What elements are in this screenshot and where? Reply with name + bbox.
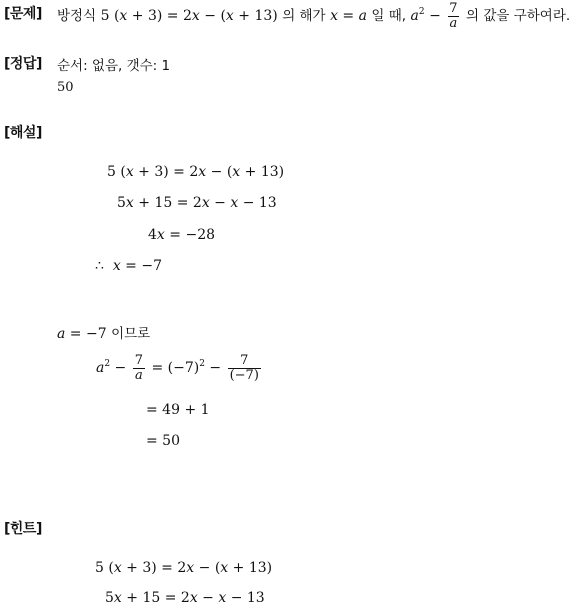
solution-fraction-line: $a^2$ − $\frac{7}{a}$ = $(-7)^2$ − $\frac{7}{(-7)}$	[96, 353, 259, 383]
solution-line-2: 5x + 15 = 2x − x − 13	[117, 195, 277, 211]
problem-text-2: 의 해가	[282, 8, 326, 25]
problem-eq: 5 (x + 3) = 2x − (x + 13)	[100, 8, 278, 25]
problem-text-4: 의 값을 구하여라.	[466, 8, 571, 25]
problem-text-1: 방정식	[57, 8, 97, 25]
solution-line-1: 5 (x + 3) = 2x − (x + 13)	[107, 164, 285, 180]
problem-statement: 방정식 5 (x + 3) = 2x − (x + 13) 의 해가 x = a 일 때, $a^2$ − $\frac{7}{a}$ 의 값을 구하여라.	[57, 1, 571, 31]
solution-line-49: = 49 + 1	[146, 402, 210, 418]
problem-text-3: 일 때,	[371, 8, 407, 25]
hint-line-2: 5x + 15 = 2x − x − 13	[105, 590, 265, 606]
therefore-symbol: ∴	[95, 258, 104, 274]
solution-line-4: ∴ x = −7	[95, 258, 163, 274]
problem-tag: [문제]	[4, 6, 42, 22]
problem-fraction: $\frac{7}{a}$	[449, 1, 458, 31]
answer-value: 50	[57, 80, 74, 95]
hint-line-1: 5 (x + 3) = 2x − (x + 13)	[95, 560, 273, 576]
hint-tag: [힌트]	[4, 521, 42, 537]
solution-line-50: = 50	[146, 433, 180, 449]
answer-meta: 순서: 없음, 갯수: 1	[57, 58, 171, 74]
answer-tag: [정답]	[4, 56, 42, 72]
solution-tag: [해설]	[4, 125, 42, 141]
solution-line-3: 4x = −28	[148, 227, 216, 243]
solution-a-line: a = −7 이므로	[57, 326, 151, 342]
